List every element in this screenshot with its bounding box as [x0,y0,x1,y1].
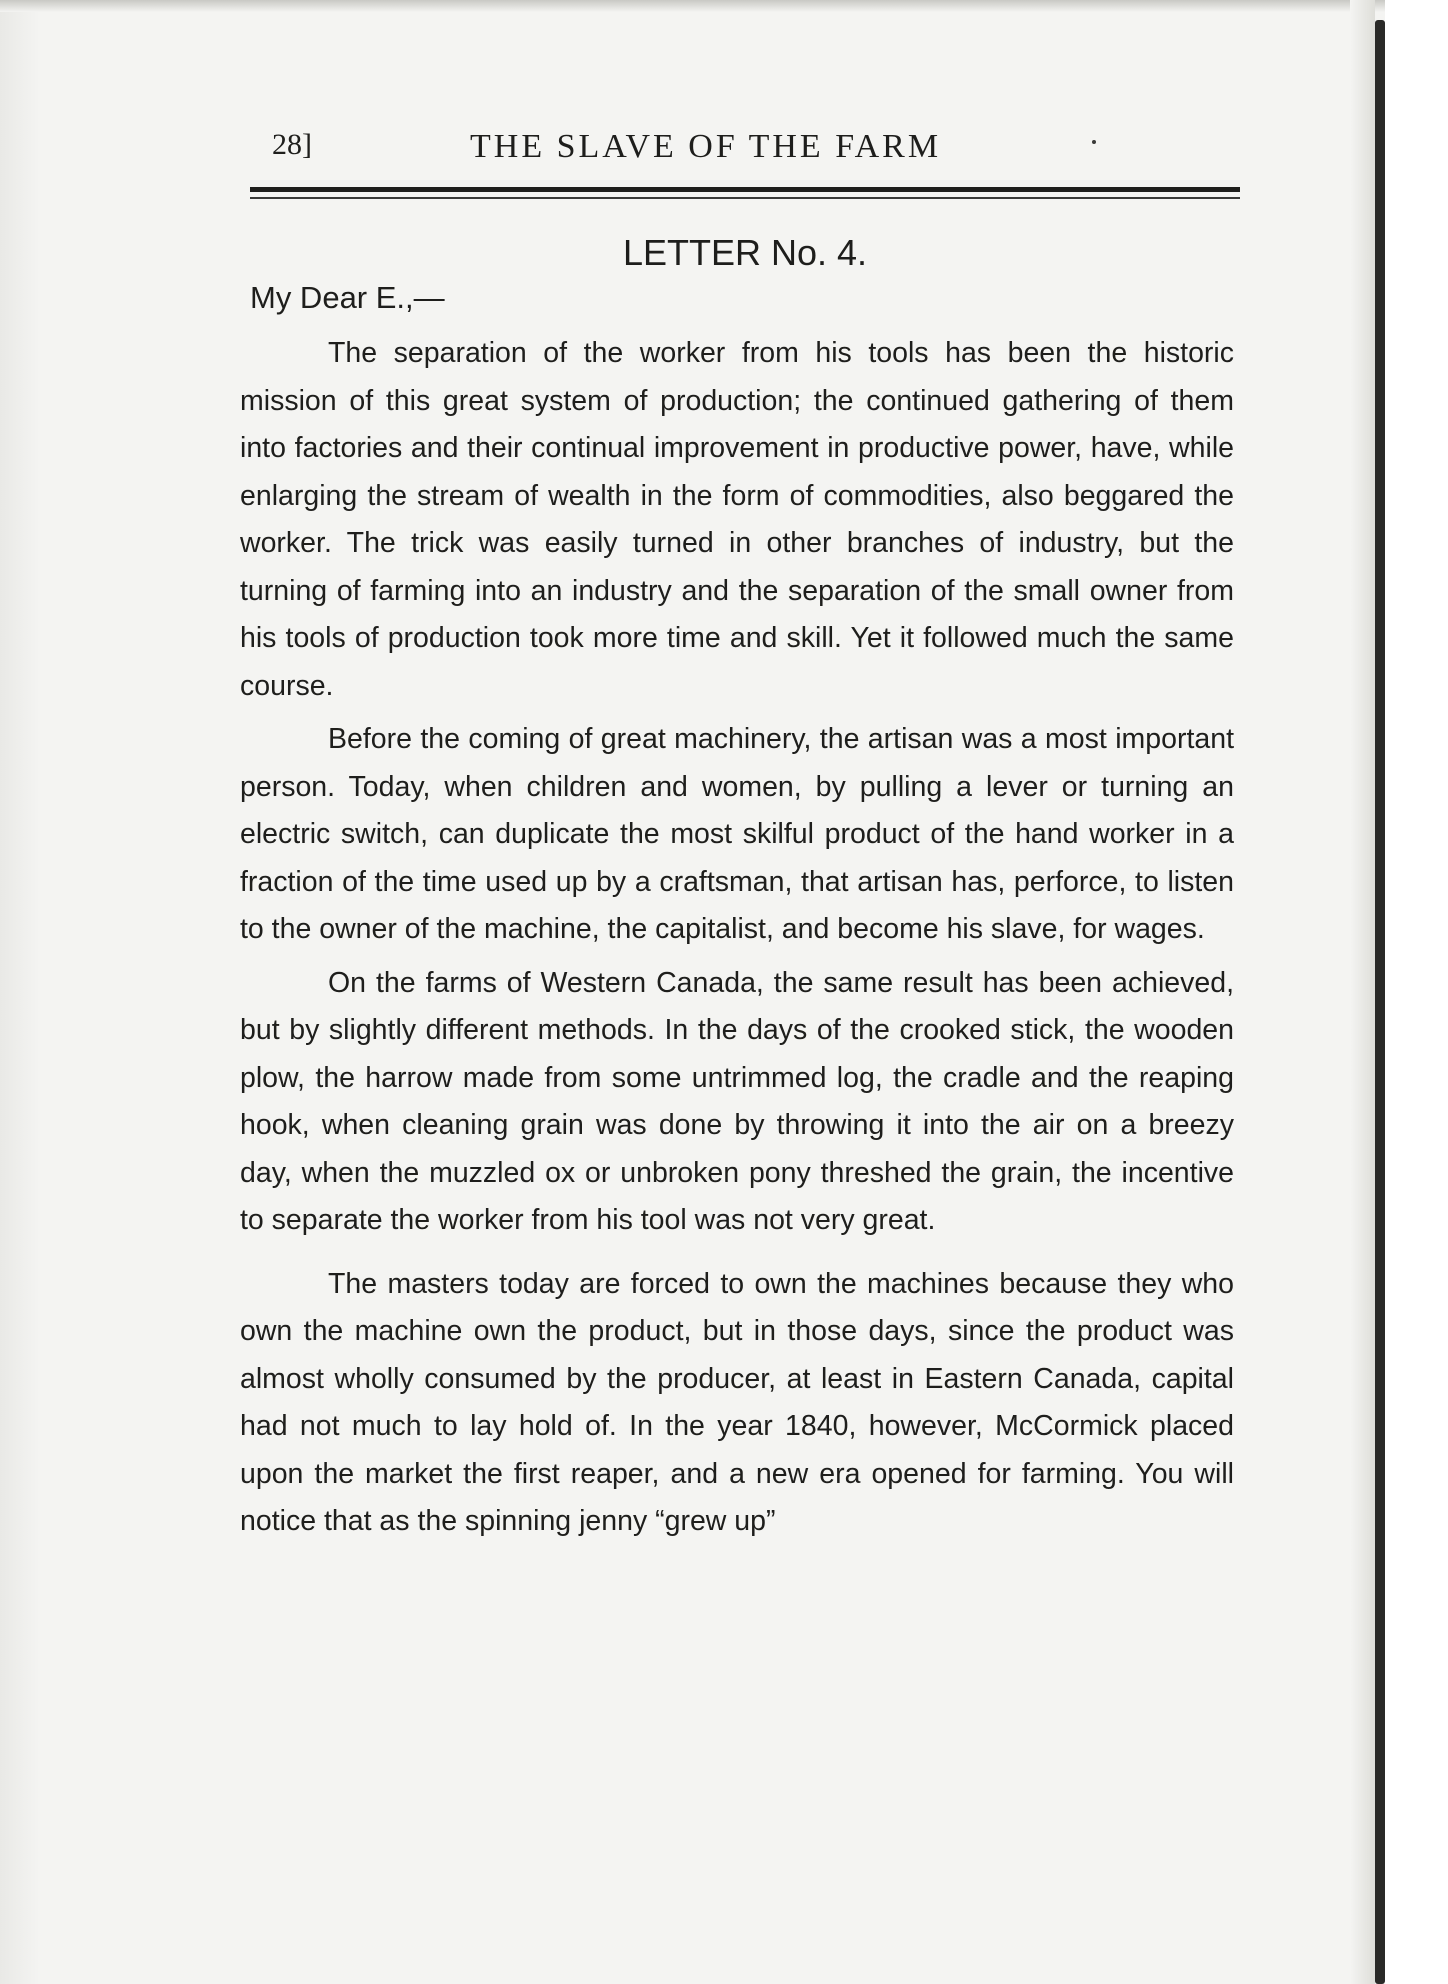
letter-heading: LETTER No. 4. [622,232,868,273]
salutation: My Dear E.,— [250,280,445,315]
page-top-edge [0,0,1448,12]
paragraph: Before the coming of great machinery, the artisan was a most important person. Today, when children and women, by pulling a lever or turning an electric switch, can duplicate the most skilful product of the hand worker in a fraction of the time used up by a craftsman, that artisan has, perforce, to listen to the owner of the machine, the capitalist, and become his slave, for wages. [240,723,1234,945]
paragraph: On the farms of Western Canada, the same result has been achieved, but by slightly different methods. In the days of the crooked stick, the wooden plow, the harrow made from some untrimmed log, the cradle and the reaping hook, when cleaning grain was done by throwing it into the air on a breezy day, when the muzzled ox or unbroken pony threshed the grain, the incentive to separate the worker from his tool was not very great. [240,966,1234,1236]
page-left-edge [0,0,40,1984]
binding-shadow [1350,0,1375,1984]
paragraph: The masters today are forced to own the machines because they who own the machine own the product, but in those days, since the product was almost wholly consumed by the producer, at least in Eastern Canada, capital had not much to lay hold of. In the year 1840, however, McCormick placed upon the market the first reaper, and a new era opened for farming. You will notice that as the spinning jenny “grew up” [240,1267,1234,1537]
letter-body [240,330,1234,1546]
scan-margin [1385,0,1448,1984]
header-dot [1092,140,1096,144]
page-number: 28] [272,128,312,161]
running-header [250,128,1240,178]
header-rule-thick [250,187,1240,192]
paragraph: The separation of the worker from his tools has been the historic mission of this great system of production; the continued gathering of them into factories and their continual improvement in productive power, have, while enlarging the stream of wealth in the form of commodities, also beggared the worker. The trick was easily turned in other branches of industry, but the turning of farming into an industry and the separation of the small owner from his tools of production took more time and skill. Yet it followed much the same course. [240,337,1234,702]
running-title: THE SLAVE OF THE FARM [470,128,942,165]
binding-edge [1375,20,1385,1984]
header-rule-thin [250,197,1240,199]
